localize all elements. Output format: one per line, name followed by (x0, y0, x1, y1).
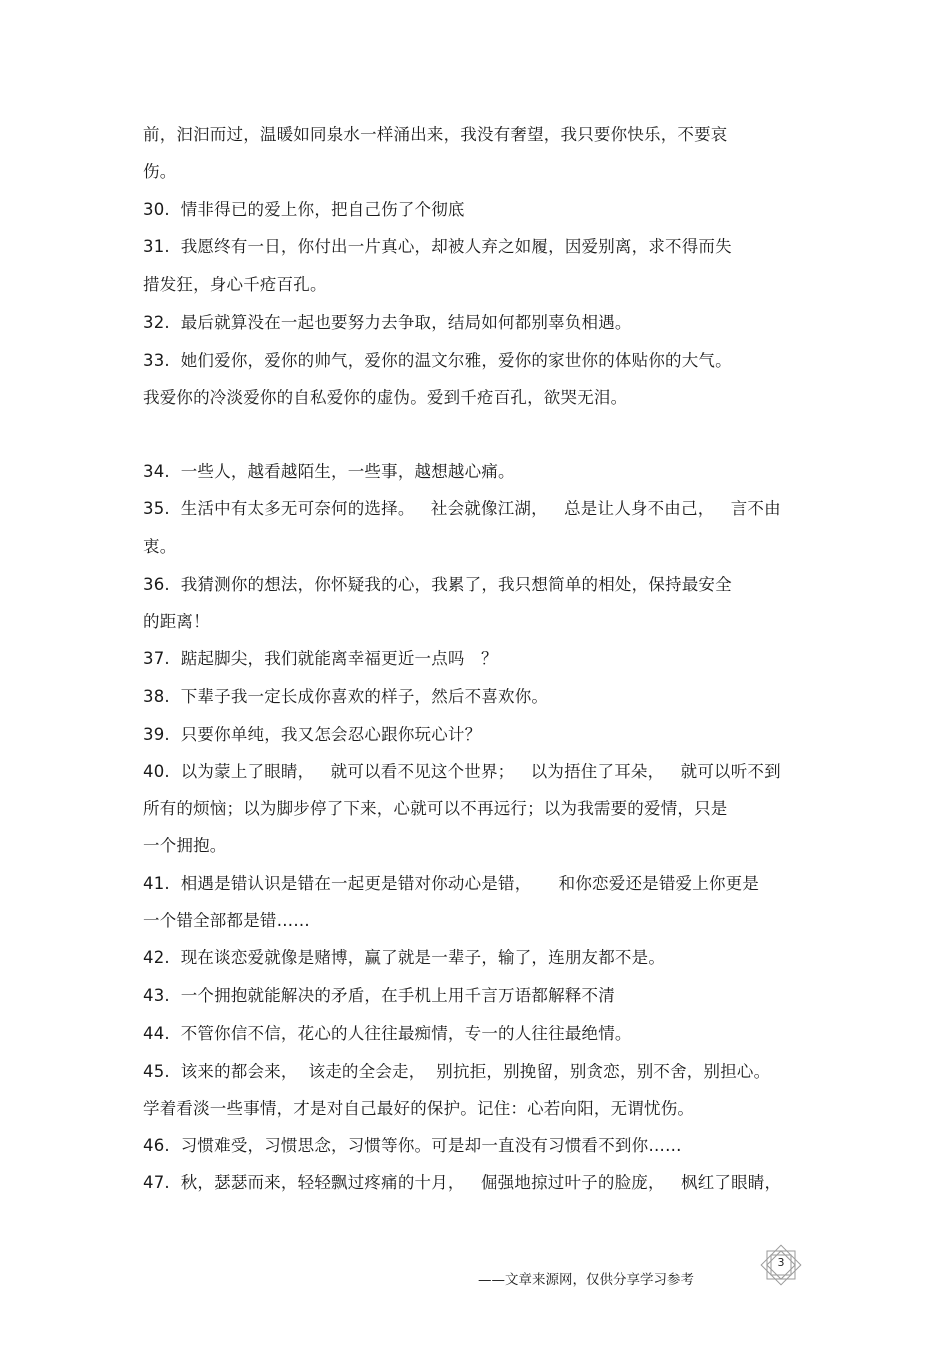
text-line: 34. 一些人，越看越陌生，一些事，越想越心痛。 (143, 462, 515, 481)
text-line: 一个拥抱。 (143, 836, 227, 855)
text-line: 40. 以为蒙上了眼睛， 就可以看不见这个世界； 以为捂住了耳朵， 就可以听不到 (143, 762, 781, 781)
text-line: 41. 相遇是错认识是错在一起更是错对你动心是错， 和你恋爱还是错爱上你更是 (143, 874, 760, 893)
text-line: 32. 最后就算没在一起也要努力去争取，结局如何都别辜负相遇。 (143, 313, 632, 332)
text-line: 31. 我愿终有一日，你付出一片真心，却被人弃之如履，因爱别离，求不得而失 (143, 237, 732, 256)
text-line: 43. 一个拥抱就能解决的矛盾，在手机上用千言万语都解释不清 (143, 986, 615, 1005)
text-line: 46. 习惯难受，习惯思念，习惯等你。可是却一直没有习惯看不到你…… (143, 1136, 682, 1155)
text-line: 的距离！ (143, 612, 210, 631)
text-line: 一个错全部都是错…… (143, 911, 310, 930)
text-line: 措发狂，身心千疮百孔。 (143, 275, 327, 294)
text-line: 33. 她们爱你，爱你的帅气，爱你的温文尔雅，爱你的家世你的体贴你的大气。 (143, 351, 732, 370)
text-line: 37. 踮起脚尖，我们就能离幸福更近一点吗 ？ (143, 649, 498, 668)
text-line: 35. 生活中有太多无可奈何的选择。 社会就像江湖， 总是让人身不由己， 言不由 (143, 499, 781, 518)
text-line: 学着看淡一些事情，才是对自己最好的保护。记住：心若向阳，无谓忧伤。 (143, 1099, 695, 1118)
text-line: 36. 我猜测你的想法，你怀疑我的心，我累了，我只想简单的相处，保持最安全 (143, 575, 732, 594)
page-number-badge (757, 1244, 805, 1286)
text-line: 38. 下辈子我一定长成你喜欢的样子，然后不喜欢你。 (143, 687, 549, 706)
text-line: 我爱你的冷淡爱你的自私爱你的虚伪。爱到千疮百孔，欲哭无泪。 (143, 388, 628, 407)
text-line: 30. 情非得已的爱上你，把自己伤了个彻底 (143, 200, 465, 219)
text-line: 42. 现在谈恋爱就像是赌博，赢了就是一辈子，输了，连朋友都不是。 (143, 948, 666, 967)
text-line: 45. 该来的都会来， 该走的全会走， 别抗拒，别挽留，别贪恋，别不舍，别担心。 (143, 1062, 771, 1081)
text-line: 39. 只要你单纯，我又怎会忍心跟你玩心计？ (143, 725, 482, 744)
text-line: 伤。 (143, 162, 177, 181)
text-line: 前，汩汩而过，温暖如同泉水一样涌出来，我没有奢望，我只要你快乐，不要哀 (143, 125, 728, 144)
page-number: 3 (777, 1256, 785, 1269)
text-line: 47. 秋，瑟瑟而来，轻轻飘过疼痛的十月， 倔强地掠过叶子的脸庞， 枫红了眼睛， (143, 1173, 782, 1192)
footer-source-text: ——文章来源网，仅供分享学习参考 (478, 1272, 694, 1288)
text-line: 44. 不管你信不信，花心的人往往最痴情，专一的人往往最绝情。 (143, 1024, 632, 1043)
text-line: 所有的烦恼；以为脚步停了下来，心就可以不再远行；以为我需要的爱情，只是 (143, 799, 728, 818)
text-line: 衷。 (143, 537, 177, 556)
